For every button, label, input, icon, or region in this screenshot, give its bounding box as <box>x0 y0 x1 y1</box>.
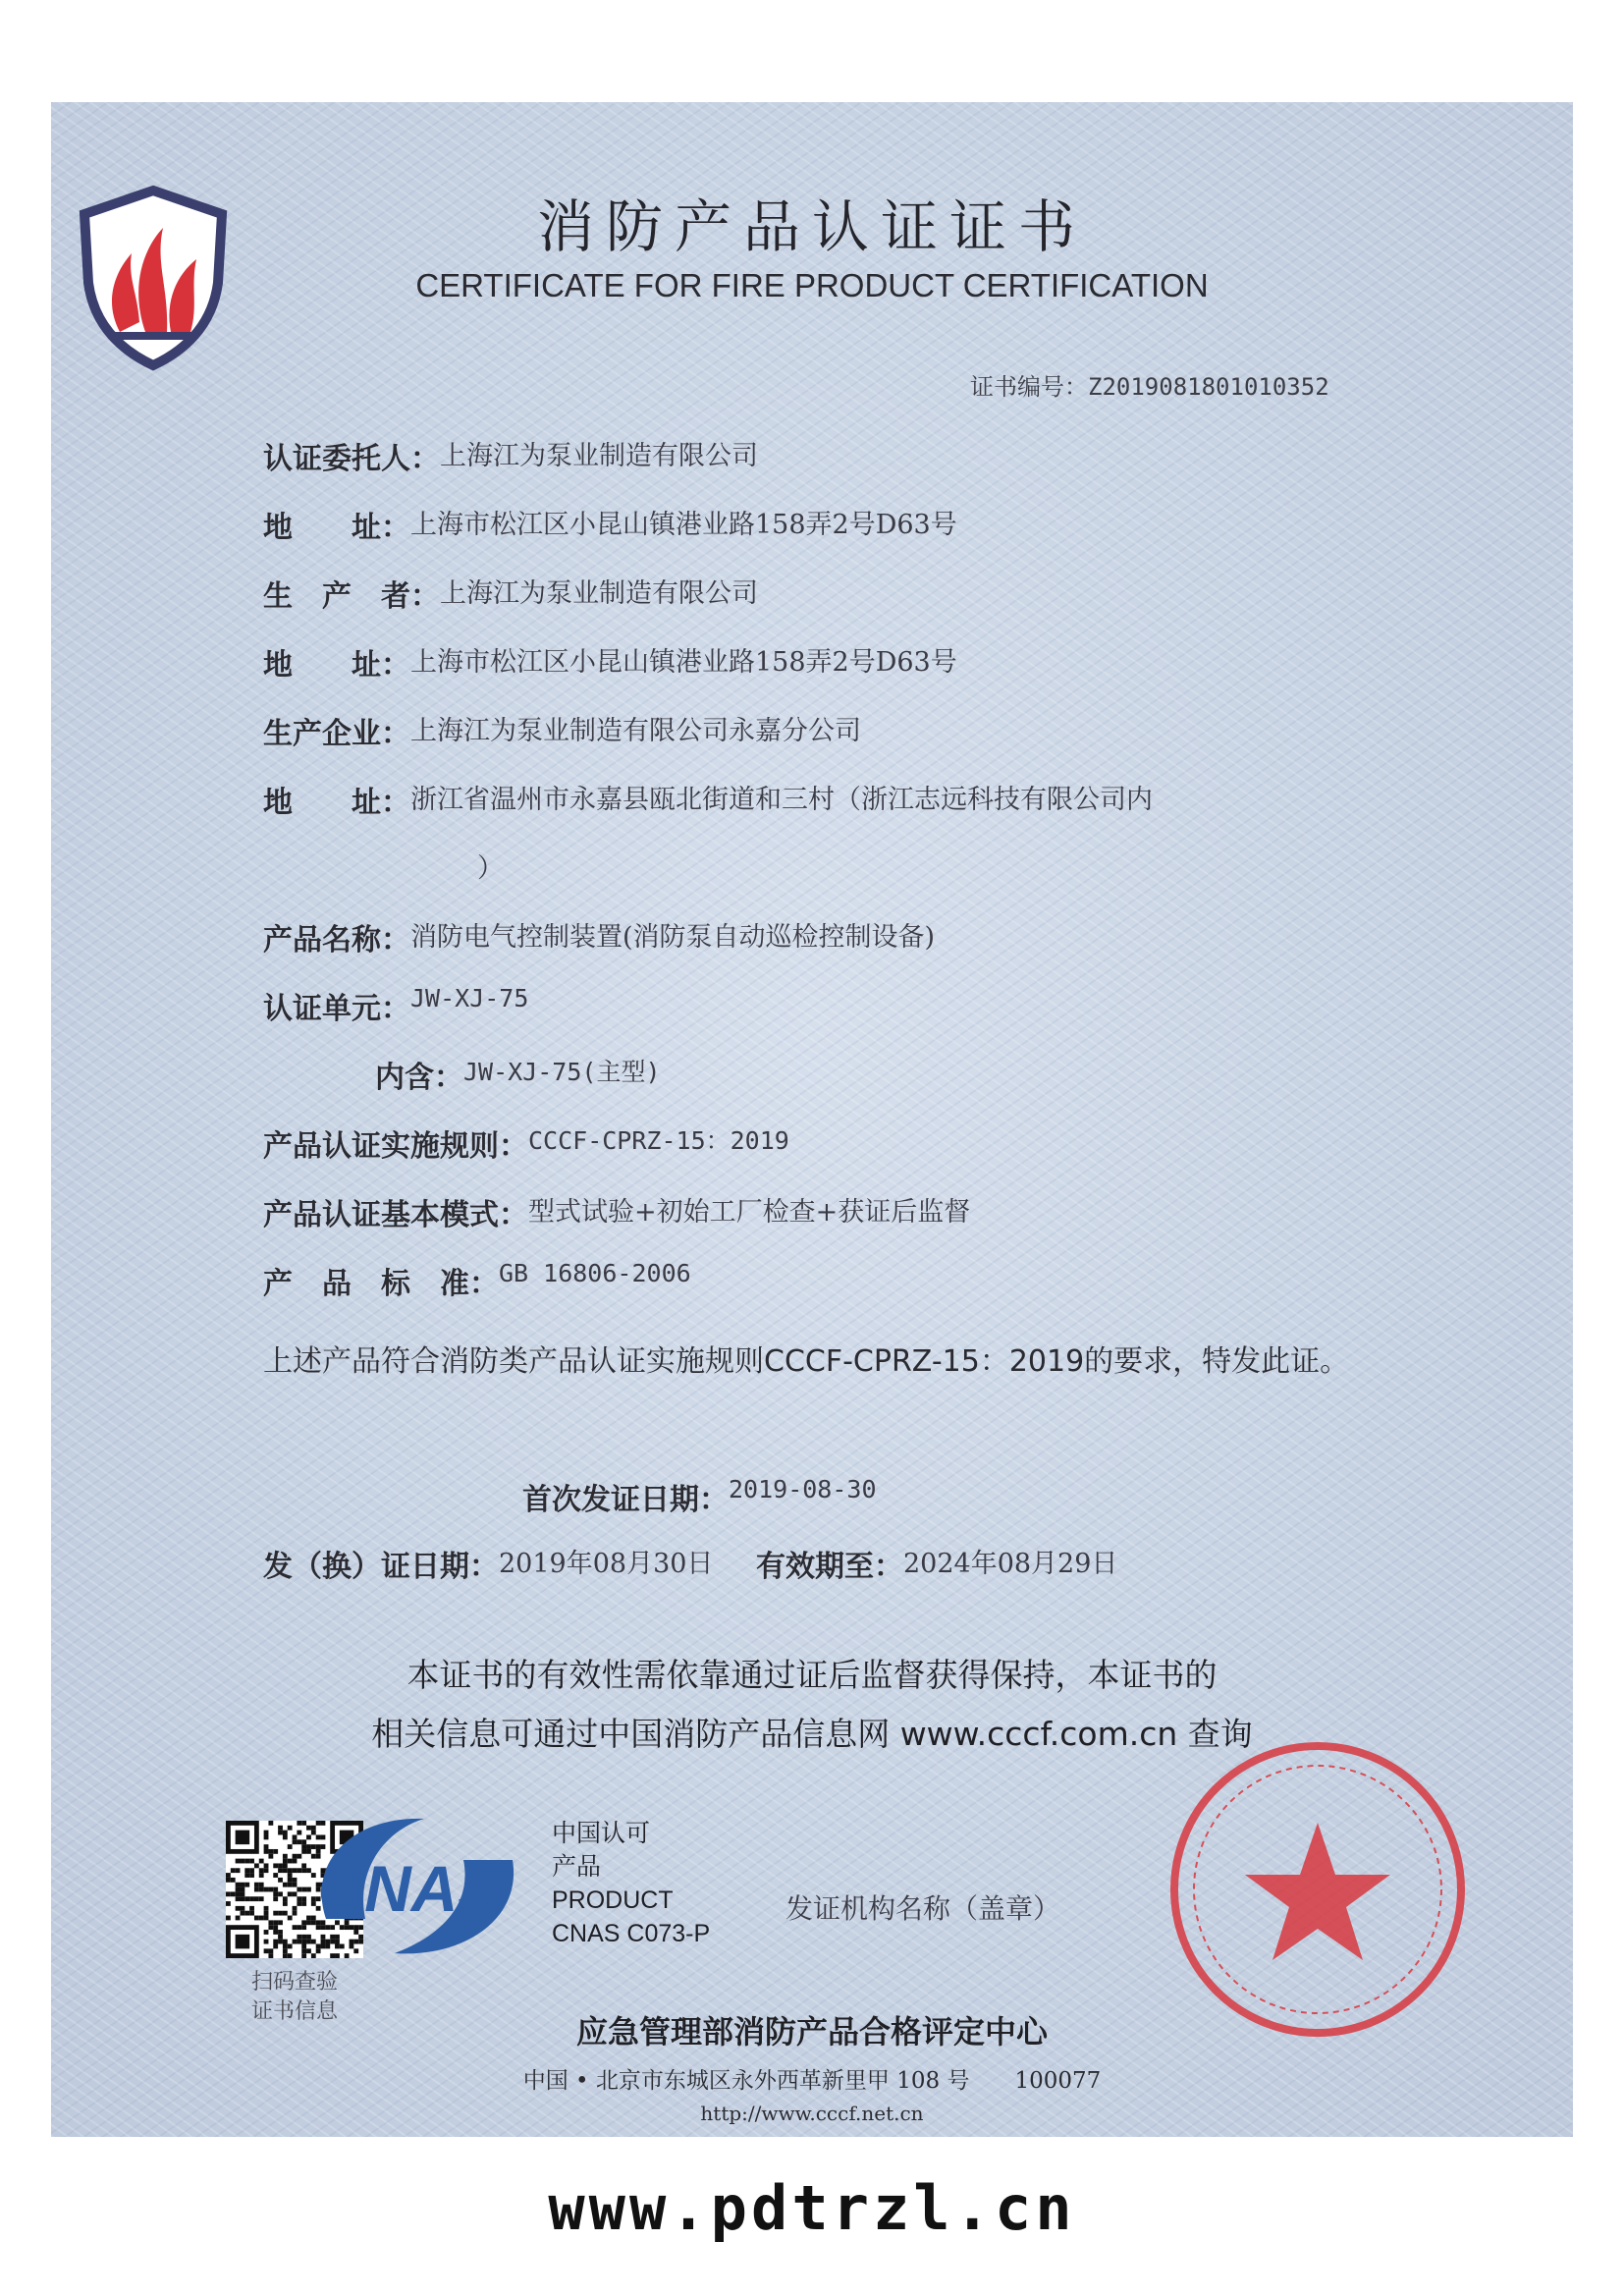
field-cert-mode <box>263 1190 970 1239</box>
certificate-sheet <box>51 102 1573 2137</box>
field-label: 生 产 者： <box>263 579 440 614</box>
field-label: 产品认证实施规则： <box>263 1129 528 1164</box>
field-product-standard <box>263 1259 691 1308</box>
certificate-title: 消防产品认证证书 <box>536 193 1087 260</box>
valid-until-value: 2024年08月29日 <box>902 1549 1118 1579</box>
field-value: 浙江省温州市永嘉县瓯北街道和三村（浙江志远科技有限公司内 <box>410 785 1153 815</box>
field-label: 产 品 标 准： <box>263 1267 499 1301</box>
field-label: 地 址： <box>263 786 410 820</box>
cnas-line-1: 中国认可 <box>552 1820 651 1847</box>
field-applicant-address <box>263 503 957 552</box>
issuer-address: 中国 • 北京市东城区永外西革新里甲 108 号 100077 <box>522 2068 1102 2094</box>
issuer-name: 应急管理部消防产品合格评定中心 <box>575 2013 1048 2050</box>
issue-dates <box>263 1542 1117 1591</box>
field-value: 上海市松江区小昆山镇港业路158弄2号D63号 <box>410 647 957 678</box>
field-manufacturer <box>263 572 758 621</box>
first-issue-label: 首次发证日期： <box>522 1483 729 1517</box>
field-product-name <box>263 915 935 964</box>
field-label: 内含： <box>375 1061 463 1095</box>
cnas-logo <box>287 1801 532 1968</box>
field-manufacturer-address <box>263 640 957 689</box>
watermark-url: www.pdtrzl.cn <box>548 2172 1076 2244</box>
cnas-line-4: CNAS C073-P <box>552 1920 711 1947</box>
official-seal <box>1161 1732 1475 2047</box>
certificate-number-value: Z2019081801010352 <box>1088 373 1329 401</box>
qr-caption-line-1: 扫码查验 <box>250 1970 338 1995</box>
field-includes <box>375 1053 661 1102</box>
field-value: 型式试验+初始工厂检查+获证后监督 <box>528 1197 971 1228</box>
field-value: 上海市松江区小昆山镇港业路158弄2号D63号 <box>410 510 957 540</box>
seal-caption: 发证机构名称（盖章） <box>785 1892 1061 1925</box>
field-factory-address-cont <box>477 847 504 896</box>
field-value: CCCF-CPRZ-15：2019 <box>528 1126 789 1155</box>
field-label: 认证单元： <box>263 992 410 1026</box>
field-factory-address <box>263 778 1153 827</box>
qr-caption-line-2: 证书信息 <box>250 1999 338 2024</box>
field-label: 生产企业： <box>263 717 410 751</box>
conformity-statement: 上述产品符合消防类产品认证实施规则CCCF-CPRZ-15：2019的要求，特发此证。 <box>263 1344 1350 1379</box>
field-applicant <box>263 434 758 483</box>
certificate-subtitle: CERTIFICATE FOR FIRE PRODUCT CERTIFICATION <box>415 267 1209 303</box>
valid-until-label: 有效期至： <box>755 1550 903 1584</box>
field-cert-unit <box>263 984 528 1033</box>
field-label: 认证委托人： <box>263 442 440 476</box>
certificate-number <box>970 367 1329 402</box>
field-label: 产品名称： <box>263 923 410 957</box>
field-label: 地 址： <box>263 511 410 545</box>
cnas-line-3: PRODUCT <box>552 1886 674 1914</box>
certificate-number-label: 证书编号： <box>970 373 1088 401</box>
field-value: ） <box>477 853 504 884</box>
field-value: JW-XJ-75 <box>410 984 529 1012</box>
issue-date-label: 发（换）证日期： <box>263 1550 499 1584</box>
field-cert-rules <box>263 1121 789 1171</box>
first-issue-date <box>522 1475 877 1524</box>
field-value: 消防电气控制装置(消防泵自动巡检控制设备) <box>410 922 936 953</box>
first-issue-value: 2019-08-30 <box>729 1475 877 1503</box>
field-factory <box>263 709 861 758</box>
cnas-logo-text: CNAS <box>317 1852 502 1925</box>
field-value: JW-XJ-75(主型) <box>463 1058 661 1086</box>
issuer-url[interactable]: http://www.cccf.net.cn <box>700 2102 924 2125</box>
cnas-accreditation-text <box>552 1817 710 1950</box>
field-value: 上海江为泵业制造有限公司 <box>440 578 758 609</box>
field-label: 产品认证基本模式： <box>263 1198 528 1232</box>
field-value: 上海江为泵业制造有限公司永嘉分公司 <box>410 716 861 746</box>
notice-line-2: 相关信息可通过中国消防产品信息网 www.cccf.com.cn 查询 <box>371 1715 1253 1753</box>
field-value: 上海江为泵业制造有限公司 <box>440 441 758 471</box>
issue-date-value: 2019年08月30日 <box>499 1549 714 1579</box>
field-label: 地 址： <box>263 648 410 683</box>
notice-line-1: 本证书的有效性需依靠通过证后监督获得保持，本证书的 <box>406 1656 1218 1694</box>
field-value: GB 16806-2006 <box>499 1259 691 1287</box>
cnas-line-2: 产品 <box>552 1853 602 1881</box>
